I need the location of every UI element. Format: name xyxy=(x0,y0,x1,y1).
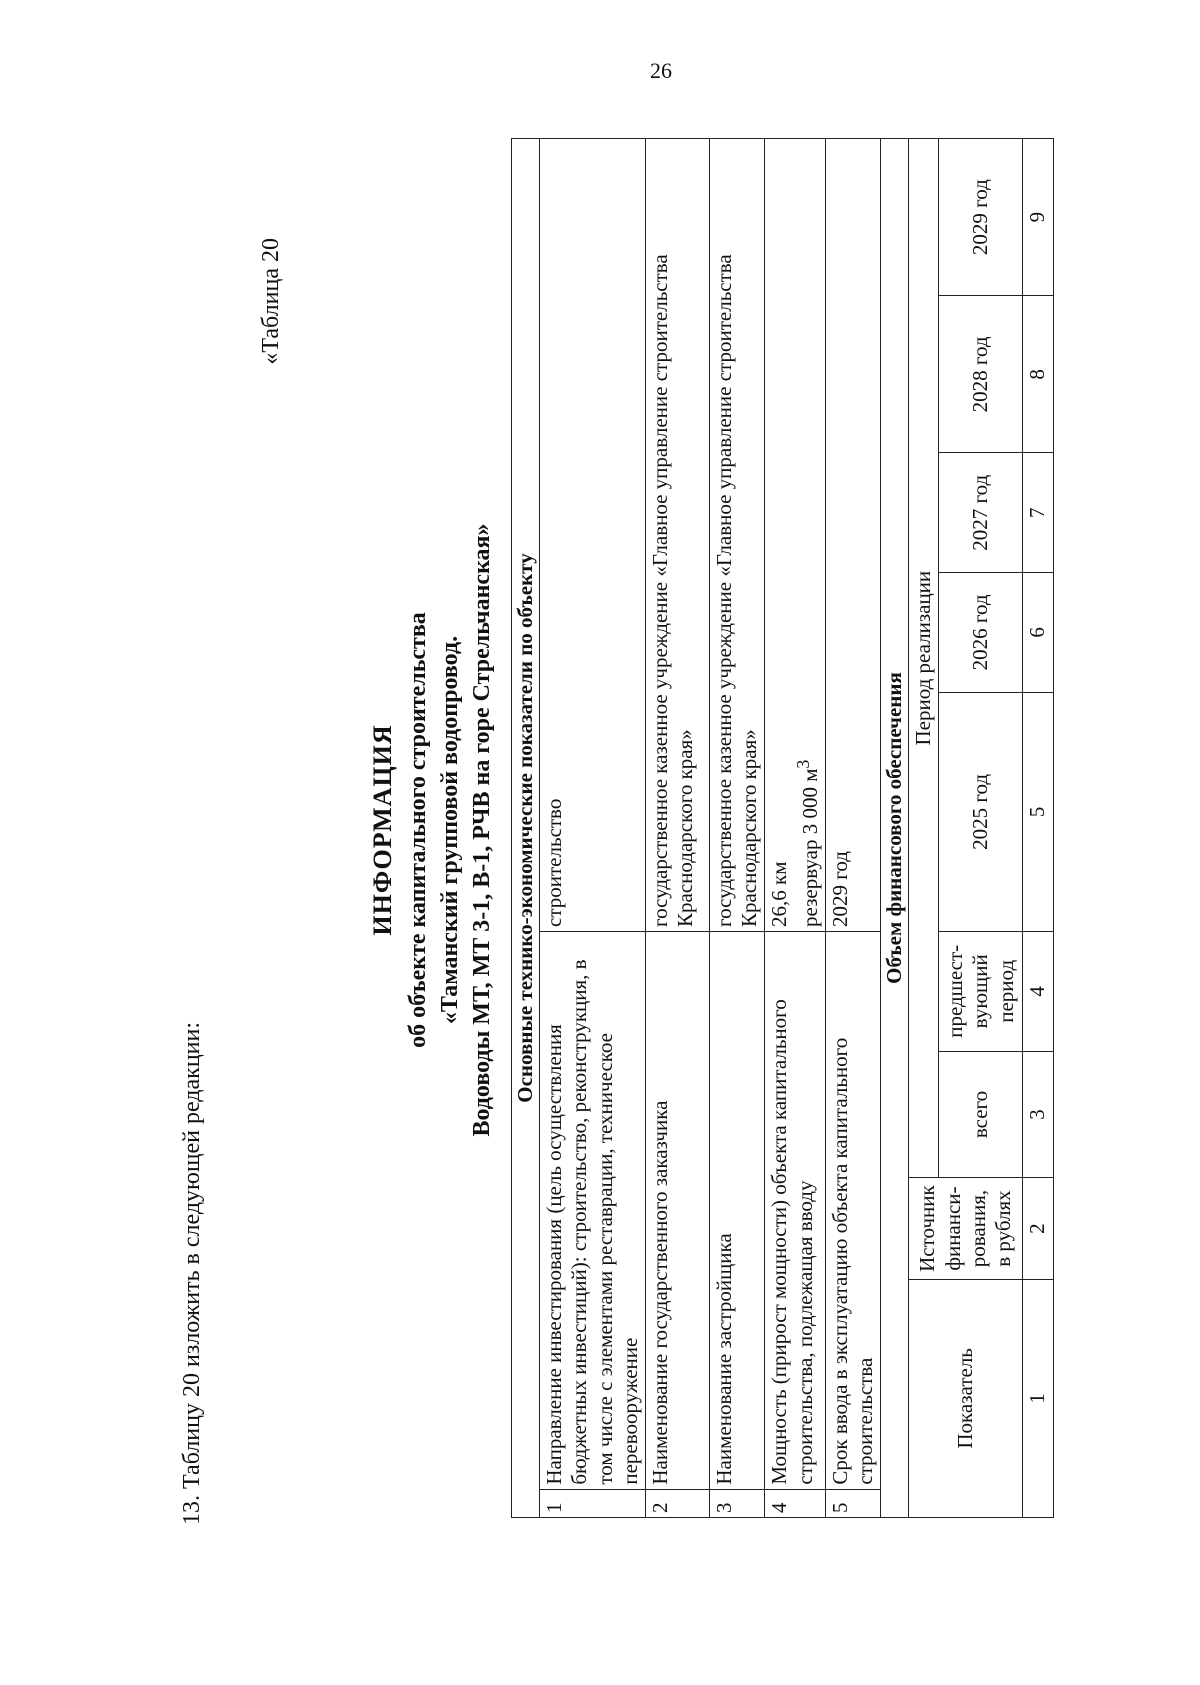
row-label: Срок ввода в эксплуатацию объекта капитального строительства xyxy=(825,931,880,1489)
section-title-finance: Объем финансового обеспечения xyxy=(881,139,909,1518)
header-year-2026: 2026 год xyxy=(939,573,1023,693)
column-number: 6 xyxy=(1023,573,1053,693)
column-number: 8 xyxy=(1023,296,1053,453)
column-number: 5 xyxy=(1023,692,1053,931)
header-year-2025: 2025 год xyxy=(939,692,1023,931)
rotated-page-content xyxy=(115,0,1200,1530)
row-number: 3 xyxy=(709,1489,764,1517)
header-source: Источник финанси-рования, в рублях xyxy=(909,1178,1023,1279)
table-row xyxy=(765,139,825,1518)
table-reference: «Таблица 20 xyxy=(258,238,284,365)
column-number: 2 xyxy=(1023,1178,1053,1279)
header-period: Период реализации xyxy=(909,139,939,1178)
column-number: 9 xyxy=(1023,139,1053,296)
column-number: 3 xyxy=(1023,1051,1053,1178)
column-number: 7 xyxy=(1023,453,1053,573)
capacity-reservoir: резервуар 3 000 $м^3$ xyxy=(792,759,822,927)
row-label: Мощность (прирост мощности) объекта капитального строительства, подлежащая вводу xyxy=(765,931,825,1489)
row-label: Направление инвестирования (цель осуществления бюджетных инвестиций): строительство, реконструкция, в том числе с элементами реставрации, техническое перевооружение xyxy=(540,931,646,1489)
row-value: строительство xyxy=(540,139,646,932)
row-value: 2029 год xyxy=(825,139,880,932)
column-number: 1 xyxy=(1023,1279,1053,1517)
column-number: 4 xyxy=(1023,931,1053,1051)
capacity-length: 26,6 км xyxy=(767,861,792,927)
row-label: Наименование государственного заказчика xyxy=(645,931,709,1489)
info-table xyxy=(511,138,1054,1518)
page-number: 26 xyxy=(650,58,672,83)
section-header-row xyxy=(512,139,540,1518)
column-number-row xyxy=(1023,139,1053,1518)
title-subline-1: об объекте капитального строительства xyxy=(405,612,431,1048)
row-number: 4 xyxy=(765,1489,825,1517)
table-row xyxy=(709,139,764,1518)
finance-header-row xyxy=(909,139,939,1518)
title-subline-2: «Таманский групповой водопровод. xyxy=(437,635,463,1025)
header-year-2027: 2027 год xyxy=(939,453,1023,573)
document-title: ИНФОРМАЦИЯ xyxy=(368,724,397,936)
row-value: государственное казенное учреждение «Главное управление строительства Краснодарского края» xyxy=(709,139,764,932)
row-number: 1 xyxy=(540,1489,646,1517)
row-value: государственное казенное учреждение «Главное управление строительства Краснодарского края» xyxy=(645,139,709,932)
table-row xyxy=(825,139,880,1518)
row-label: Наименование застройщика xyxy=(709,931,764,1489)
section-title-indicators: Основные технико-экономические показатели по объекту xyxy=(512,139,540,1518)
row-value xyxy=(765,139,825,932)
table-row xyxy=(645,139,709,1518)
title-subline-3: Водоводы МТ, МТ 3-1, В-1, РЧВ на горе Стрельчанская» xyxy=(469,523,495,1137)
header-year-2028: 2028 год xyxy=(939,296,1023,453)
table-row xyxy=(540,139,646,1518)
header-total: всего xyxy=(939,1051,1023,1178)
header-previous-period: предшест-вующий период xyxy=(939,931,1023,1051)
section-header-row xyxy=(881,139,909,1518)
row-number: 2 xyxy=(645,1489,709,1517)
intro-text: 13. Таблицу 20 изложить в следующей редакции: xyxy=(179,1021,205,1525)
header-year-2029: 2029 год xyxy=(939,139,1023,296)
header-indicator: Показатель xyxy=(909,1279,1023,1517)
row-number: 5 xyxy=(825,1489,880,1517)
